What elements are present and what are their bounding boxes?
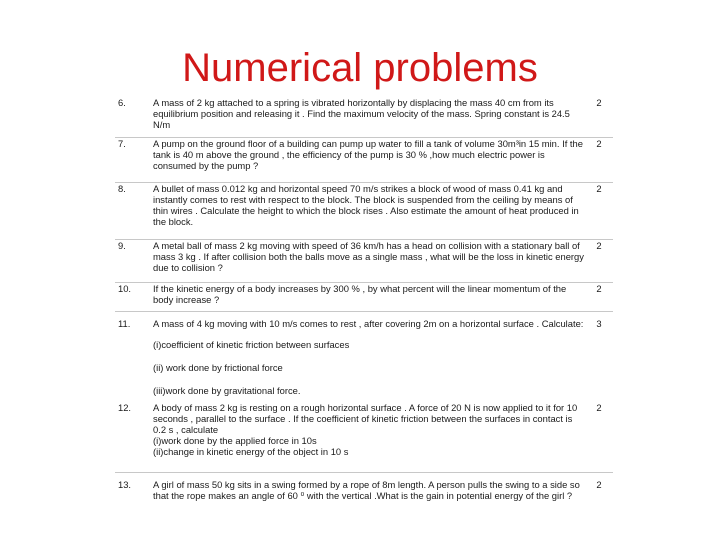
problem-marks: 2: [585, 283, 613, 312]
problem-text: A girl of mass 50 kg sits in a swing formed by a rope of 8m length. A person pulls the swing to a side so that the rope makes an angle of 60 ⁰ with the vertical .What is the gain in potential energy of the girl ?: [153, 479, 580, 501]
problem-row: [115, 312, 613, 397]
problem-marks: 2: [585, 183, 613, 240]
problem-table: [115, 96, 613, 501]
problem-row: [115, 183, 613, 240]
problem-row: [115, 96, 613, 138]
problem-part: (ii) work done by frictional force: [153, 362, 283, 373]
problem-text: A metal ball of mass 2 kg moving with speed of 36 km/h has a head on collision with a stationary ball of mass 3 kg . If after collision both the balls move as a single mass , what will be the loss in kinetic energy due to collision ?: [153, 240, 585, 283]
problem-number: 13.: [118, 479, 132, 490]
problem-row: [115, 138, 613, 183]
problem-row: [115, 473, 613, 502]
problem-number: 12.: [115, 396, 153, 473]
problem-text: A pump on the ground floor of a building can pump up water to fill a tank of volume 30m³in 15 min. If the tank is 40 m above the ground , the efficiency of the pump is 30 % ,how much electric power is consumed by the pump ?: [153, 138, 585, 183]
problem-marks: 2: [585, 96, 613, 138]
problem-marks: 2: [585, 138, 613, 183]
problem-number: 8.: [115, 183, 153, 240]
problem-part: (i)coefficient of kinetic friction between surfaces: [153, 339, 350, 350]
problem-marks: 3: [596, 318, 602, 329]
problem-part: (iii)work done by gravitational force.: [153, 385, 301, 396]
problem-row: [115, 283, 613, 312]
problem-statement: A mass of 4 kg moving with 10 m/s comes to rest , after covering 2m on a horizontal surface . Calculate:: [153, 318, 584, 329]
problem-row: [115, 240, 613, 283]
problem-number: 9.: [115, 240, 153, 283]
problem-text: A mass of 2 kg attached to a spring is vibrated horizontally by displacing the mass 40 cm from its equilibrium position and releasing it . Find the maximum velocity of the mass. Spring constant is 24.5 N/m: [153, 96, 585, 138]
problem-number: 11.: [118, 318, 131, 329]
problem-text: If the kinetic energy of a body increases by 300 % , by what percent will the linear momentum of the body increase ?: [153, 283, 585, 312]
problem-marks: 2: [585, 240, 613, 283]
problem-part: (ii)change in kinetic energy of the object in 10 s: [153, 446, 349, 457]
problem-part: (i)work done by the applied force in 10s: [153, 435, 317, 446]
problem-marks: 2: [585, 396, 613, 473]
problem-row: [115, 396, 613, 473]
problem-number: 10.: [115, 283, 153, 312]
problem-number: 6.: [115, 96, 153, 138]
problem-number: 7.: [115, 138, 153, 183]
problem-marks: 2: [596, 479, 602, 490]
slide-title: Numerical problems: [182, 46, 538, 90]
problem-text: A bullet of mass 0.012 kg and horizontal speed 70 m/s strikes a block of wood of mass 0.41 kg and instantly comes to rest with respect to the block. The block is suspended from the ceiling by means of thin wires . Calculate the height to which the block rises . Also estimate the amount of heat produced in the block.: [153, 183, 585, 240]
problem-text: [153, 396, 585, 473]
problem-text: [153, 312, 585, 397]
problem-statement: A body of mass 2 kg is resting on a rough horizontal surface . A force of 20 N is now applied to it for 10 seconds , parallel to the surface . If the coefficient of kinetic friction between the surfaces in contact is 0.2 s , calculate: [153, 402, 578, 435]
